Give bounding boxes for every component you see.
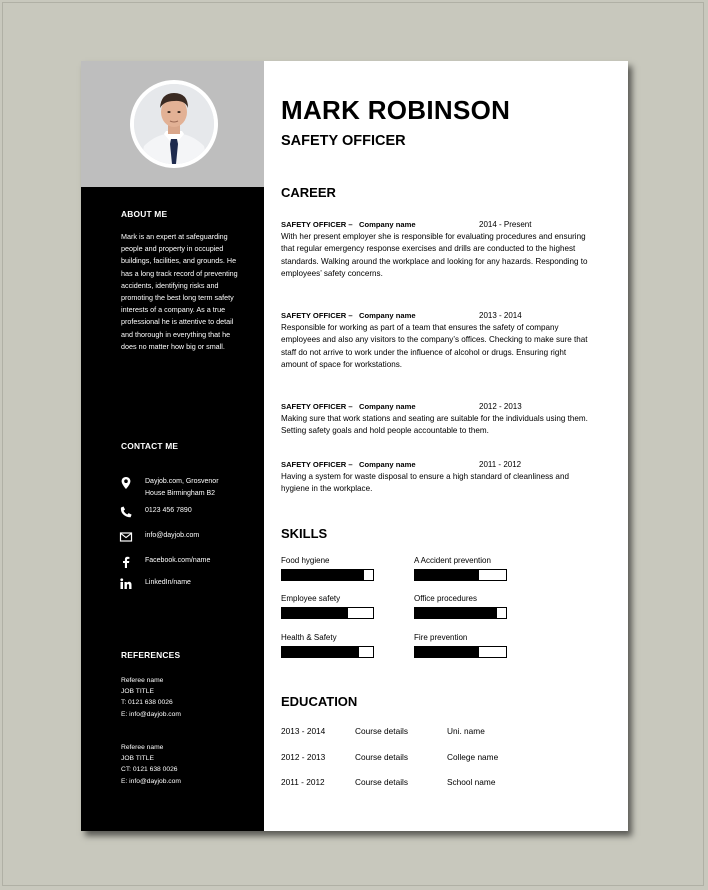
skill-label: Food hygiene xyxy=(281,556,330,565)
contact-linkedin xyxy=(119,577,259,599)
career-entry xyxy=(281,459,591,496)
career-company: Company name xyxy=(359,460,416,469)
education-heading: EDUCATION xyxy=(281,694,358,709)
education-row xyxy=(281,777,581,789)
profile-photo xyxy=(130,80,218,168)
about-heading: ABOUT ME xyxy=(121,209,168,219)
facebook-icon xyxy=(119,555,133,569)
reference-phone: CT: 0121 638 0026 xyxy=(121,766,178,774)
contact-email-text: info@dayjob.com xyxy=(145,532,200,539)
career-heading: CAREER xyxy=(281,185,336,200)
education-row xyxy=(281,726,581,738)
email-icon xyxy=(119,530,133,544)
references-heading: REFERENCES xyxy=(121,650,181,660)
education-years: 2013 - 2014 xyxy=(281,726,326,736)
career-entry xyxy=(281,401,591,438)
skill-bar-fill xyxy=(415,647,479,657)
skill-bar xyxy=(414,569,507,581)
contact-linkedin-text: LinkedIn/name xyxy=(145,579,191,586)
career-description: With her present employer she is responsible for evaluating procedures and ensuring that regular emergency response exercises and drills are conducted to the highest standards. Walking around the workplace and looking for any hazards. Responding to employees’ safety concerns. xyxy=(281,232,588,278)
skill-bar xyxy=(414,646,507,658)
contact-email xyxy=(119,530,259,552)
contact-phone-text: 0123 456 7890 xyxy=(145,507,192,514)
skill-bar-fill xyxy=(415,570,479,580)
reference-email: E: info@dayjob.com xyxy=(121,777,181,785)
contact-address-line1: Dayjob.com, Grosvenor xyxy=(145,478,219,485)
reference-name: Referee name xyxy=(121,744,164,751)
career-entry xyxy=(281,219,591,280)
skill-label: A Accident prevention xyxy=(414,556,491,565)
career-dates: 2013 - 2014 xyxy=(479,311,522,320)
skill-item xyxy=(281,555,376,566)
contact-address-line2: House Birmingham B2 xyxy=(145,489,216,497)
skill-item xyxy=(414,593,509,604)
photo-band xyxy=(81,61,264,187)
skill-item xyxy=(414,632,509,643)
contact-phone xyxy=(119,505,259,527)
resume-page xyxy=(81,61,628,831)
skills-heading: SKILLS xyxy=(281,526,328,541)
skill-label: Fire prevention xyxy=(414,633,468,642)
candidate-title: SAFETY OFFICER xyxy=(281,133,406,149)
skill-bar-fill xyxy=(282,608,348,618)
education-years: 2011 - 2012 xyxy=(281,777,325,787)
education-school: College name xyxy=(447,752,499,762)
skill-bar-fill xyxy=(415,608,497,618)
reference-1 xyxy=(121,675,181,720)
career-entry xyxy=(281,310,591,371)
reference-2 xyxy=(121,742,181,787)
career-dates: 2014 - Present xyxy=(479,220,532,229)
reference-title: JOB TITLE xyxy=(121,755,154,763)
contact-address xyxy=(119,476,259,498)
skill-item xyxy=(281,632,376,643)
education-school: Uni. name xyxy=(447,726,485,736)
career-description: Having a system for waste disposal to ensure a high standard of cleanliness and hygiene in the workplace. xyxy=(281,472,569,494)
skill-label: Health & Safety xyxy=(281,633,337,642)
skill-label: Employee safety xyxy=(281,594,341,603)
education-school: School name xyxy=(447,777,496,787)
education-course: Course details xyxy=(355,726,409,736)
reference-email: E: info@dayjob.com xyxy=(121,710,181,718)
career-job-title: SAFETY OFFICER – xyxy=(281,402,353,411)
career-company: Company name xyxy=(359,220,416,229)
location-pin-icon xyxy=(119,476,133,490)
skill-bar xyxy=(281,569,374,581)
education-course: Course details xyxy=(355,777,409,787)
career-description: Making sure that work stations and seating are suitable for the individuals using them. Setting safety goals and hold people accountable to them. xyxy=(281,414,588,436)
career-dates: 2012 - 2013 xyxy=(479,402,522,411)
skill-label: Office procedures xyxy=(414,594,477,603)
education-row xyxy=(281,752,581,764)
career-description: Responsible for working as part of a team that ensures the safety of company employees and also any visitors to the company’s offices. Checking to make sure that staff do not arrive to work under the influence of alcohol or drugs. Ensuring right amount of space for workstations. xyxy=(281,323,588,369)
education-course: Course details xyxy=(355,752,409,762)
skill-bar-fill xyxy=(282,647,359,657)
education-years: 2012 - 2013 xyxy=(281,752,326,762)
career-job-title: SAFETY OFFICER – xyxy=(281,460,353,469)
skill-bar xyxy=(414,607,507,619)
career-company: Company name xyxy=(359,402,416,411)
skill-bar xyxy=(281,646,374,658)
linkedin-icon xyxy=(119,577,133,591)
about-text: Mark is an expert at safeguarding people and property in occupied buildings, facilities, and grounds. He has a long track record of preventing accidents, identifying risks and promoting the best long term safety interests of a company. As a true professional he is attentive to detail and thorough in everything that he does no matter how big or small. xyxy=(121,232,238,351)
contact-facebook xyxy=(119,555,259,577)
skill-bar xyxy=(281,607,374,619)
phone-icon xyxy=(119,505,133,519)
reference-title: JOB TITLE xyxy=(121,688,154,696)
contact-facebook-text: Facebook.com/name xyxy=(145,557,211,564)
reference-name: Referee name xyxy=(121,677,164,684)
sidebar xyxy=(81,61,264,831)
contact-heading: CONTACT ME xyxy=(121,441,179,451)
reference-phone: T: 0121 638 0026 xyxy=(121,699,173,707)
skill-bar-fill xyxy=(282,570,364,580)
skill-item xyxy=(414,555,509,566)
career-job-title: SAFETY OFFICER – xyxy=(281,311,353,320)
skill-item xyxy=(281,593,376,604)
career-company: Company name xyxy=(359,311,416,320)
candidate-name: MARK ROBINSON xyxy=(281,95,511,125)
career-job-title: SAFETY OFFICER – xyxy=(281,220,353,229)
career-dates: 2011 - 2012 xyxy=(479,460,522,469)
